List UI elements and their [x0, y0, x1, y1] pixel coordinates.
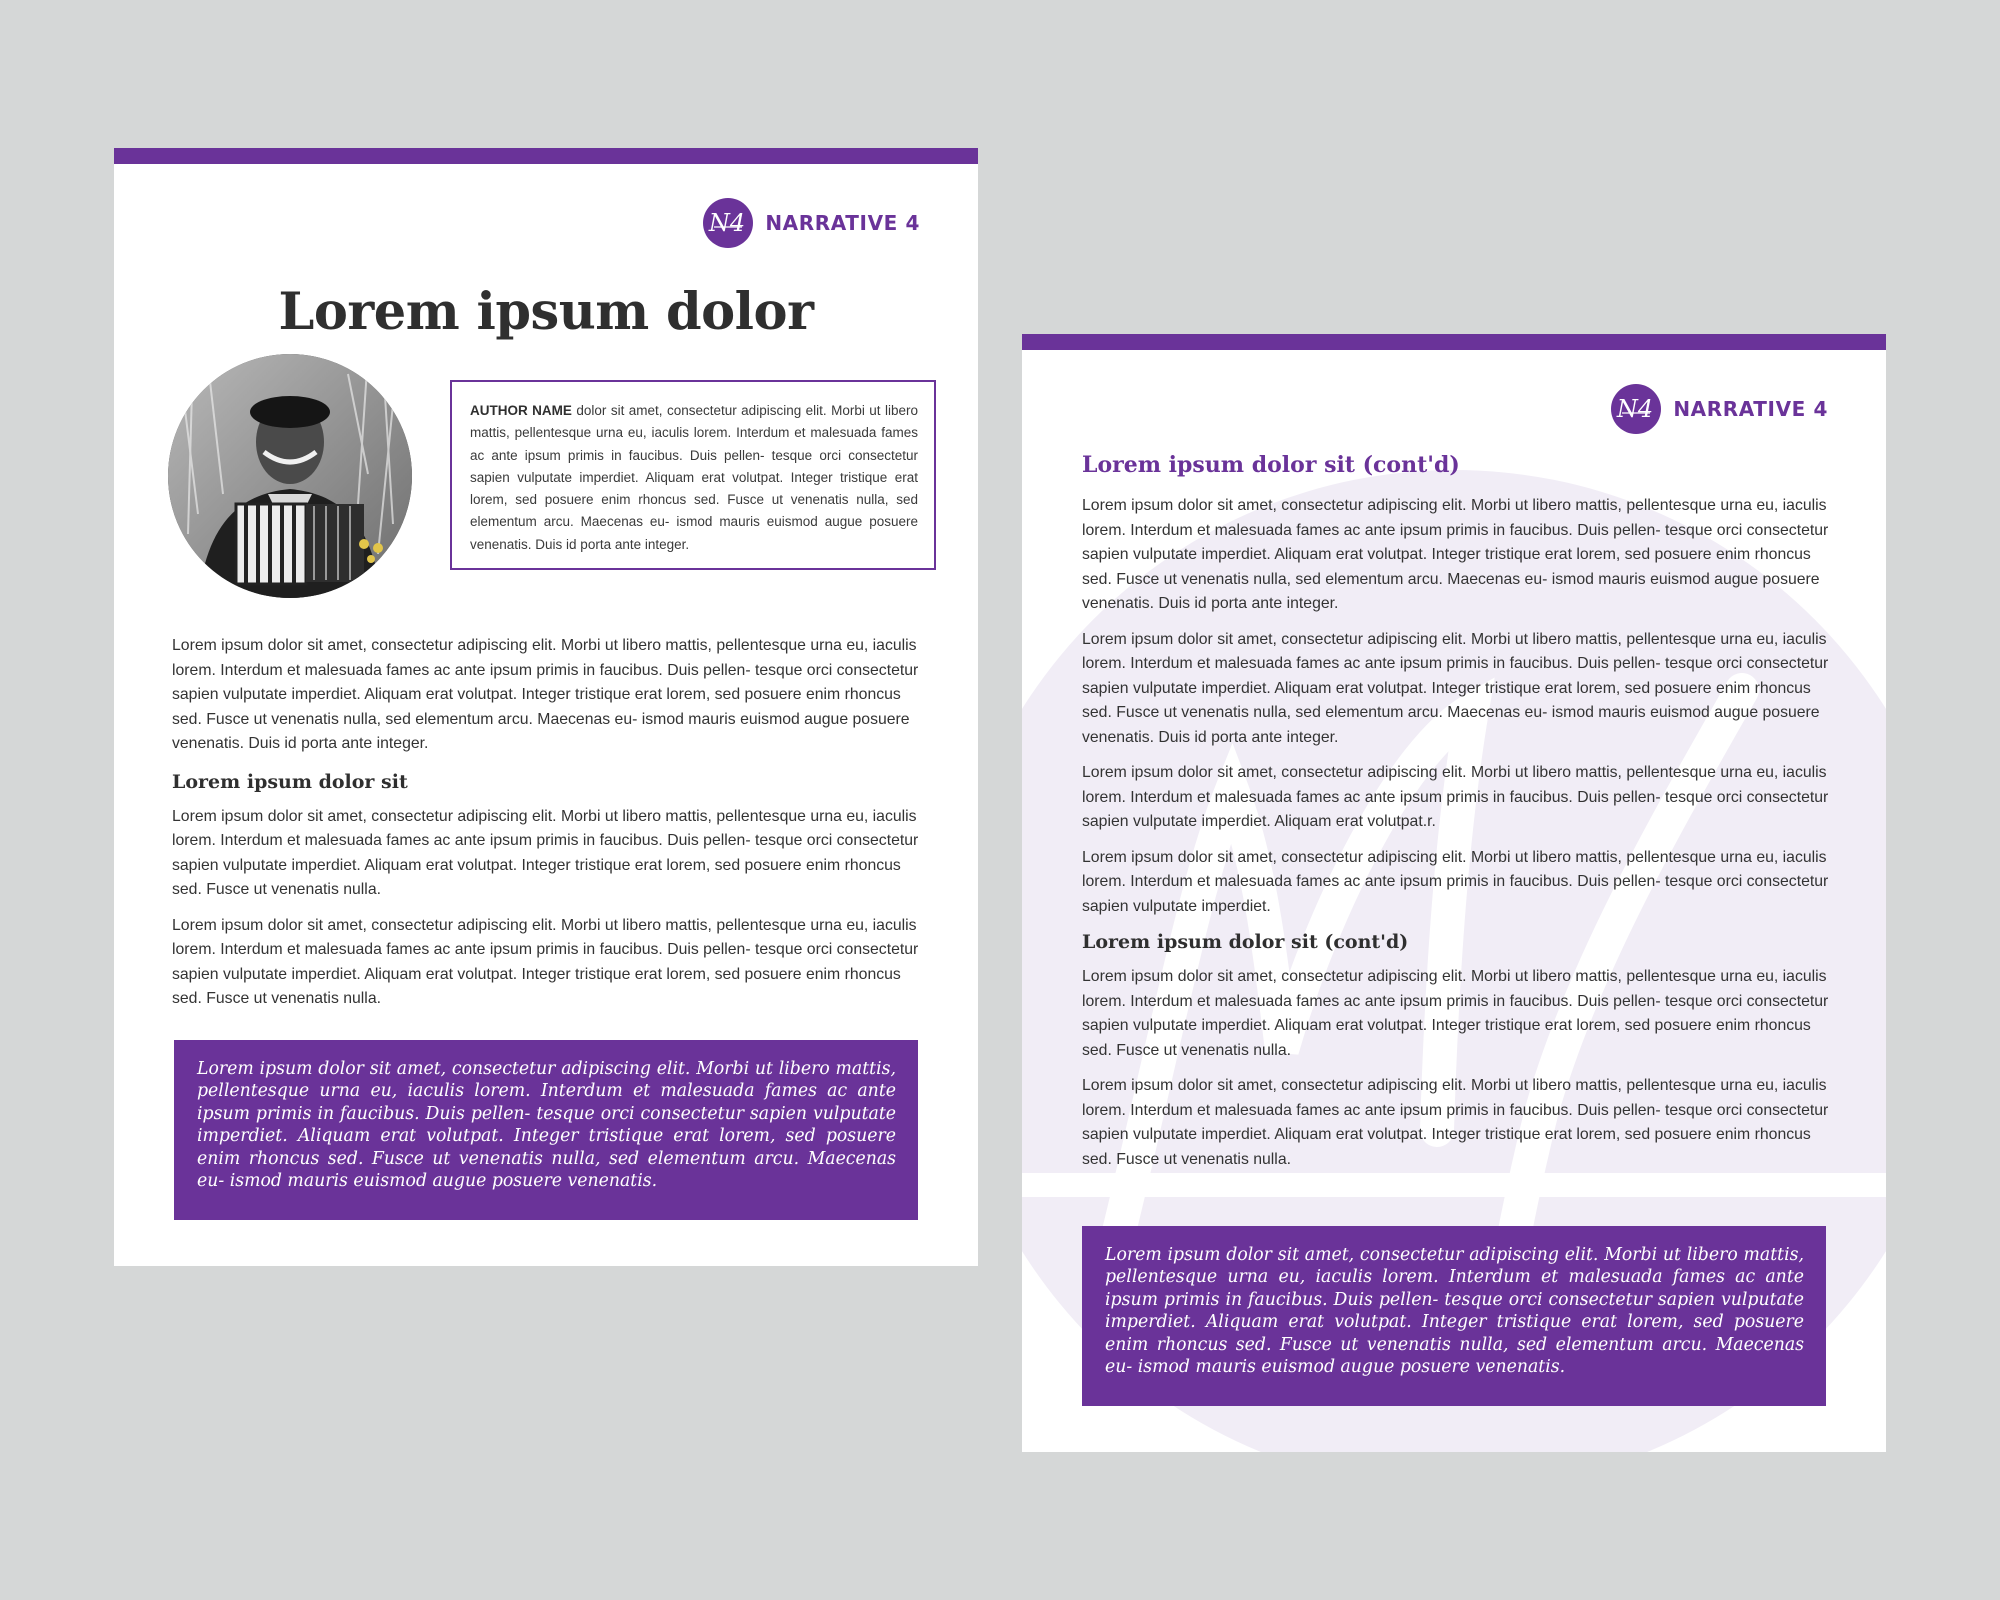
- document-page-2: [1022, 334, 1886, 1452]
- brand-logo: [1611, 384, 1828, 434]
- n4-logo-icon: [1611, 384, 1661, 434]
- pull-quote: Lorem ipsum dolor sit amet, consectetur adipiscing elit. Morbi ut libero mattis, pellentesque urna eu, iaculis lorem. Interdum et malesuada fames ac ante ipsum primis in faucibus. Duis pellen- tesque orci consectetur sapien vulputate imperdiet. Aliquam erat volutpat. Integer tristique erat lorem, sed posuere enim rhoncus sed. Fusce ut venenatis nulla, sed elementum arcu. Maecenas eu- ismod mauris euismod augue posuere venenatis.: [174, 1040, 918, 1220]
- section-heading: Lorem ipsum dolor sit: [172, 770, 408, 793]
- continued-subheading: Lorem ipsum dolor sit (cont'd): [1082, 931, 1409, 953]
- intro-paragraph: Lorem ipsum dolor sit amet, consectetur adipiscing elit. Morbi ut libero mattis, pellentesque urna eu, iaculis lorem. Interdum et malesuada fames ac ante ipsum primis in faucibus. Duis pellen- tesque orci consectetur sapien vulputate imperdiet. Aliquam erat volutpat. Integer tristique erat lorem, sed posuere enim rhoncus sed. Fusce ut venenatis nulla, sed elementum arcu. Maecenas eu- ismod mauris euismod augue posuere venenatis. Duis id porta ante integer.: [172, 637, 919, 752]
- body-paragraph: Lorem ipsum dolor sit amet, consectetur adipiscing elit. Morbi ut libero mattis, pellentesque urna eu, iaculis lorem. Interdum et malesuada fames ac ante ipsum primis in faucibus. Duis pellen- tesque orci consectetur sapien vulputate imperdiet. Aliquam erat volutpat. Integer tristique erat lorem, sed posuere enim rhoncus sed. Fusce ut venenatis nulla, sed elementum arcu. Maecenas eu- ismod mauris euismod augue posuere venenatis. Duis id porta ante integer.: [1082, 497, 1829, 612]
- body-paragraph: Lorem ipsum dolor sit amet, consectetur adipiscing elit. Morbi ut libero mattis, pellentesque urna eu, iaculis lorem. Interdum et malesuada fames ac ante ipsum primis in faucibus. Duis pellen- tesque orci consectetur sapien vulputate imperdiet.: [1082, 848, 1829, 915]
- brand-name: NARRATIVE 4: [765, 211, 920, 235]
- section-paragraph: Lorem ipsum dolor sit amet, consectetur adipiscing elit. Morbi ut libero mattis, pellentesque urna eu, iaculis lorem. Interdum et malesuada fames ac ante ipsum primis in faucibus. Duis pellen- tesque orci consectetur sapien vulputate imperdiet. Aliquam erat volutpat. Integer tristique erat lorem, sed posuere enim rhoncus sed. Fusce ut venenatis nulla.: [172, 807, 919, 898]
- svg-text:N4: N4: [1617, 395, 1654, 423]
- body-paragraph: Lorem ipsum dolor sit amet, consectetur adipiscing elit. Morbi ut libero mattis, pellentesque urna eu, iaculis lorem. Interdum et malesuada fames ac ante ipsum primis in faucibus. Duis pellen- tesque orci consectetur sapien vulputate imperdiet. Aliquam erat volutpat.r.: [1082, 764, 1829, 830]
- main-column: [172, 634, 932, 1023]
- continued-heading: Lorem ipsum dolor sit (cont'd): [1082, 452, 1460, 478]
- brand-name: NARRATIVE 4: [1673, 397, 1828, 421]
- pull-quote: Lorem ipsum dolor sit amet, consectetur adipiscing elit. Morbi ut libero mattis, pellentesque urna eu, iaculis lorem. Interdum et malesuada fames ac ante ipsum primis in faucibus. Duis pellen- tesque orci consectetur sapien vulputate imperdiet. Aliquam erat volutpat. Integer tristique erat lorem, sed posuere enim rhoncus sed. Fusce ut venenatis nulla, sed elementum arcu. Maecenas eu- ismod mauris euismod augue posuere venenatis.: [1082, 1226, 1826, 1406]
- document-page-1: [114, 148, 978, 1266]
- author-photo: [168, 354, 412, 598]
- section-paragraph: Lorem ipsum dolor sit amet, consectetur adipiscing elit. Morbi ut libero mattis, pellentesque urna eu, iaculis lorem. Interdum et malesuada fames ac ante ipsum primis in faucibus. Duis pellen- tesque orci consectetur sapien vulputate imperdiet. Aliquam erat volutpat. Integer tristique erat lorem, sed posuere enim rhoncus sed. Fusce ut venenatis nulla.: [172, 916, 919, 1007]
- body-paragraph: Lorem ipsum dolor sit amet, consectetur adipiscing elit. Morbi ut libero mattis, pellentesque urna eu, iaculis lorem. Interdum et malesuada fames ac ante ipsum primis in faucibus. Duis pellen- tesque orci consectetur sapien vulputate imperdiet. Aliquam erat volutpat. Integer tristique erat lorem, sed posuere enim rhoncus sed. Fusce ut venenatis nulla.: [1082, 1077, 1829, 1168]
- body-paragraph: Lorem ipsum dolor sit amet, consectetur adipiscing elit. Morbi ut libero mattis, pellentesque urna eu, iaculis lorem. Interdum et malesuada fames ac ante ipsum primis in faucibus. Duis pellen- tesque orci consectetur sapien vulputate imperdiet. Aliquam erat volutpat. Integer tristique erat lorem, sed posuere enim rhoncus sed. Fusce ut venenatis nulla.: [1082, 968, 1829, 1059]
- page-title: Lorem ipsum dolor: [278, 282, 814, 342]
- author-name: AUTHOR NAME: [470, 403, 572, 418]
- brand-logo: [703, 198, 920, 248]
- n4-logo-icon: [703, 198, 753, 248]
- svg-text:N4: N4: [709, 209, 746, 237]
- body-paragraph: Lorem ipsum dolor sit amet, consectetur adipiscing elit. Morbi ut libero mattis, pellentesque urna eu, iaculis lorem. Interdum et malesuada fames ac ante ipsum primis in faucibus. Duis pellen- tesque orci consectetur sapien vulputate imperdiet. Aliquam erat volutpat. Integer tristique erat lorem, sed posuere enim rhoncus sed. Fusce ut venenatis nulla, sed elementum arcu. Maecenas eu- ismod mauris euismod augue posuere venenatis. Duis id porta ante integer.: [1082, 630, 1829, 746]
- author-bio-text: dolor sit amet, consectetur adipiscing elit. Morbi ut libero mattis, pellentesque urna eu, iaculis lorem. Interdum et malesuada fames ac ante ipsum primis in faucibus. Duis pellen- tesque orci consectetur sapien vulputate imperdiet. Aliquam erat volutpat. Integer tristique erat lorem, sed posuere enim rhoncus sed. Fusce ut venenatis nulla, sed elementum arcu. Maecenas eu- ismod mauris euismod augue posuere venenatis. Duis id porta ante integer.: [470, 403, 918, 552]
- main-column: [1082, 452, 1842, 1183]
- author-bio-box: [450, 380, 936, 570]
